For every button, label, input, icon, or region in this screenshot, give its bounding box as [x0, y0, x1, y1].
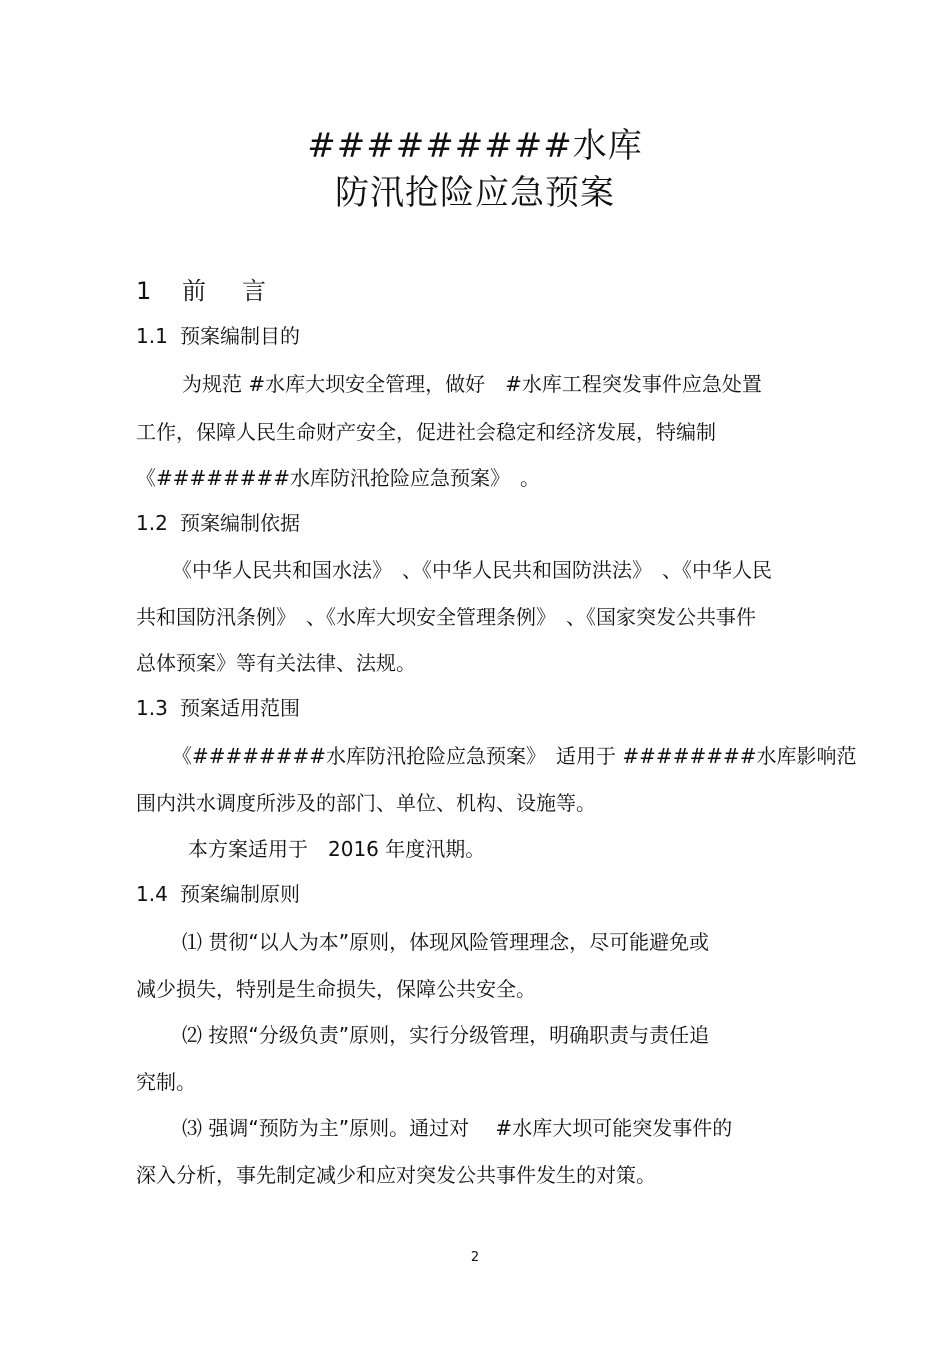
section-1-4-number: 1.4: [136, 882, 168, 906]
doc-title-line1: #########水库: [307, 126, 643, 166]
section-1-title-b: 言: [242, 277, 266, 305]
paragraph-line: 深入分析，事先制定减少和应对突发公共事件发生的对策。: [136, 1163, 656, 1187]
section-1-2-heading: [136, 509, 300, 537]
paragraph-line: 共和国防汛条例》 、《水库大坝安全管理条例》 、《国家突发公共事件: [136, 605, 756, 629]
section-1-4-heading: [136, 880, 300, 908]
paragraph-line: 减少损失，特别是生命损失，保障公共安全。: [136, 977, 536, 1001]
section-1-2-number: 1.2: [136, 511, 168, 535]
paragraph-line: 为规范 #水库大坝安全管理，做好 #水库工程突发事件应急处置: [182, 372, 762, 396]
section-1-title-a: 前: [182, 277, 206, 305]
paragraph-line: 总体预案》等有关法律、法规。: [136, 651, 416, 675]
paragraph-line: ⑴ 贯彻“以人为本”原则，体现风险管理理念，尽可能避免或: [182, 930, 710, 954]
section-1-3-heading: [136, 694, 300, 722]
section-1-1-title: 预案编制目的: [180, 324, 300, 348]
section-1-1-number: 1.1: [136, 324, 168, 348]
section-1-heading: [136, 274, 266, 308]
section-1-4-title: 预案编制原则: [180, 882, 300, 906]
paragraph-line: 本方案适用于 2016 年度汛期。: [188, 837, 486, 861]
paragraph-line: 《########水库防汛抢险应急预案》 。: [136, 466, 541, 490]
section-1-number: 1: [136, 277, 152, 305]
paragraph-line: 《中华人民共和国水法》 、《中华人民共和国防洪法》 、《中华人民: [172, 558, 772, 582]
section-1-3-title: 预案适用范围: [180, 696, 300, 720]
page-number: 2: [470, 1250, 480, 1265]
paragraph-line: 《########水库防汛抢险应急预案》 适用于 ########水库影响范: [172, 744, 857, 768]
paragraph-line: ⑵ 按照“分级负责”原则，实行分级管理，明确职责与责任追: [182, 1023, 710, 1047]
section-1-3-number: 1.3: [136, 696, 168, 720]
section-1-1-heading: [136, 322, 300, 350]
paragraph-line: 围内洪水调度所涉及的部门、单位、机构、设施等。: [136, 791, 596, 815]
section-1-2-title: 预案编制依据: [180, 511, 300, 535]
paragraph-line: ⑶ 强调“预防为主”原则。通过对 #水库大坝可能突发事件的: [182, 1116, 733, 1140]
paragraph-line: 究制。: [136, 1070, 196, 1094]
paragraph-line: 工作，保障人民生命财产安全，促进社会稳定和经济发展，特编制: [136, 420, 716, 444]
doc-title-line2: 防汛抢险应急预案: [335, 173, 615, 213]
